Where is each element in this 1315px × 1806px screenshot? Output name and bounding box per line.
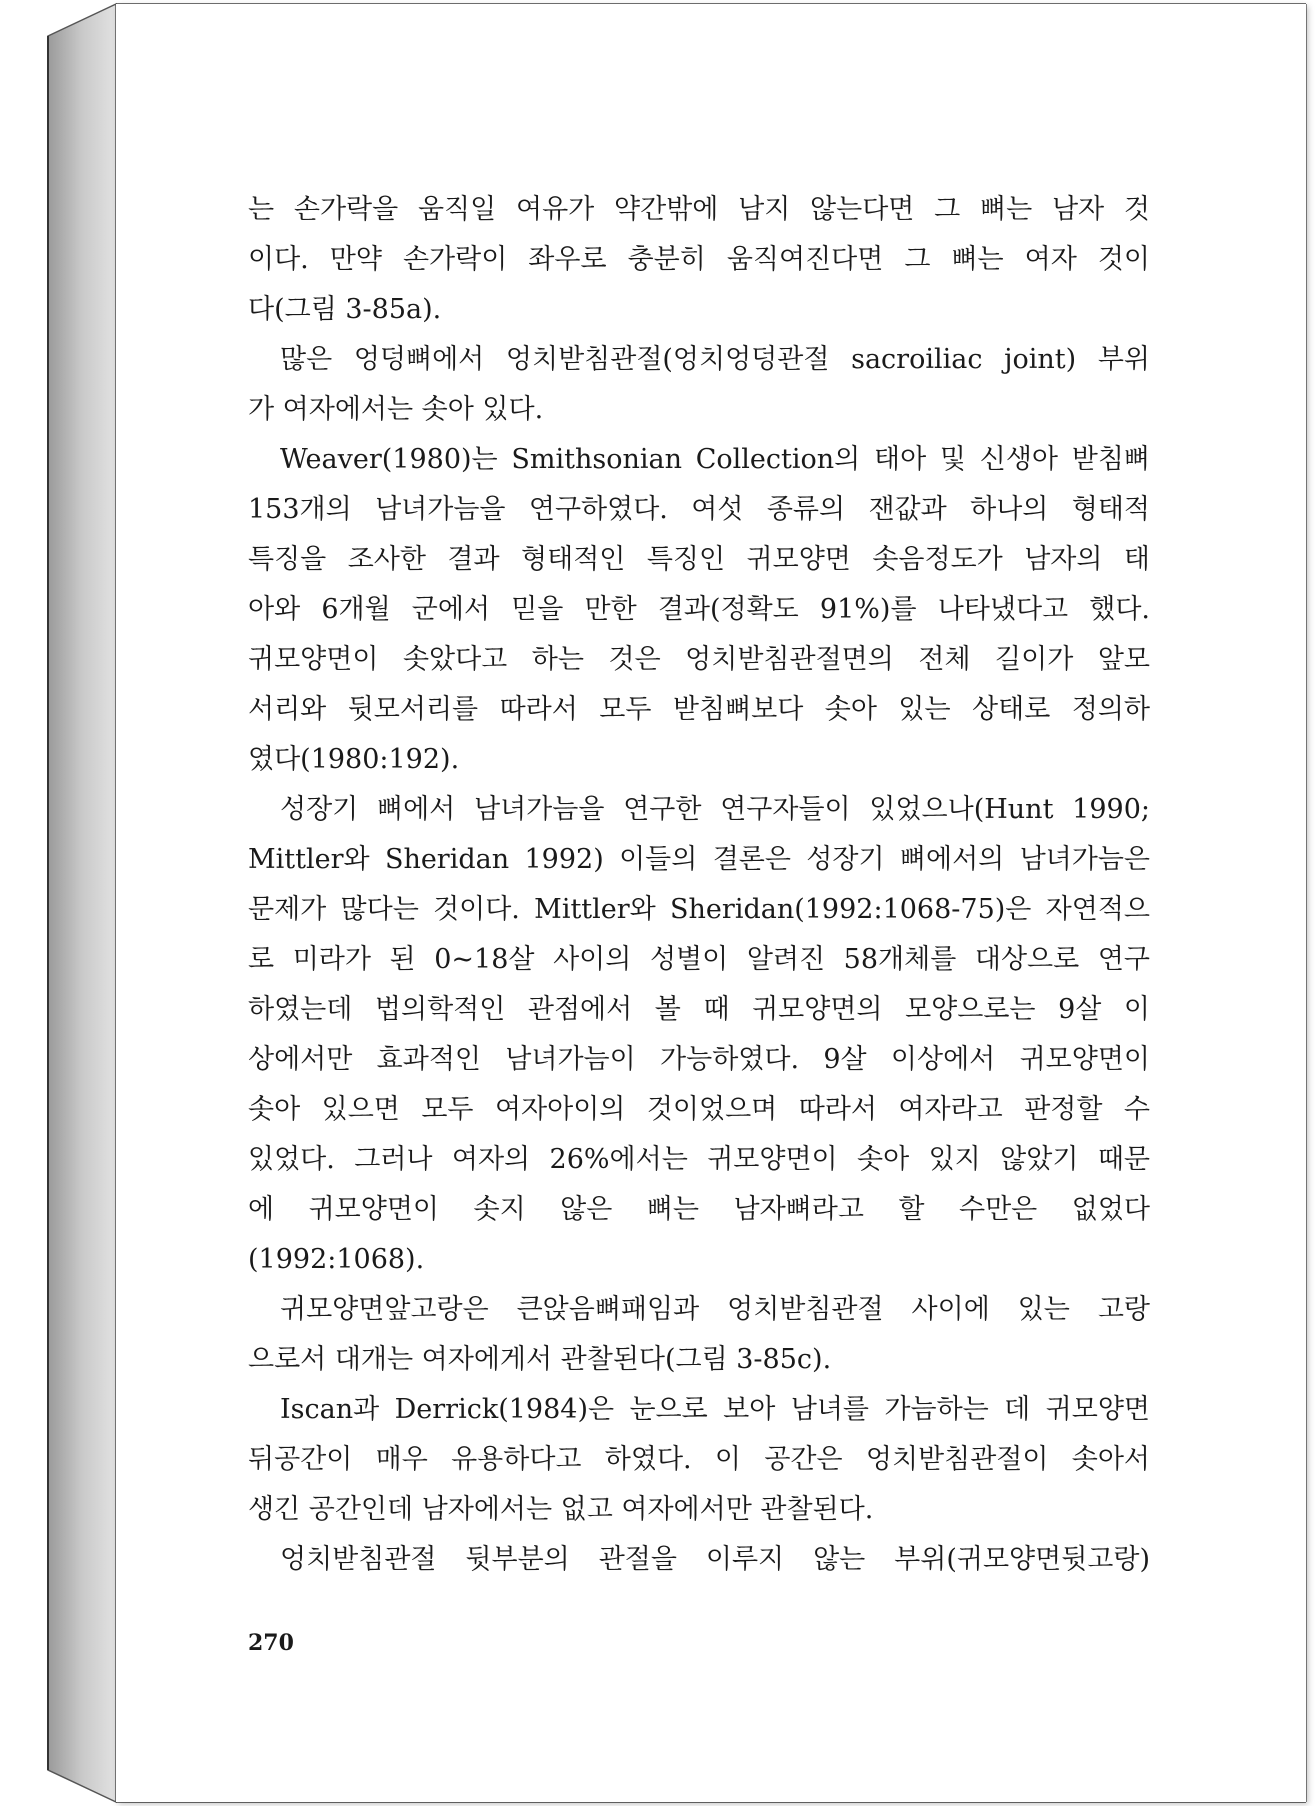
paragraph	[248, 1385, 1150, 1535]
text-line: 특징을 조사한 결과 형태적인 특징인 귀모양면 솟음정도가 남자의 태	[248, 544, 1150, 575]
text-line: 엉치받침관절 뒷부분의 관절을 이루지 않는 부위(귀모양면뒷고랑)	[280, 1544, 1150, 1575]
text-line: 생긴 공간인데 남자에서는 없고 여자에서만 관찰된다.	[248, 1494, 874, 1525]
text-line: 귀모양면앞고랑은 큰앉음뼈패임과 엉치받침관절 사이에 있는 고랑	[280, 1294, 1150, 1325]
text-line: 문제가 많다는 것이다. Mittler와 Sheridan(1992:1068-75)은 자연적으	[248, 894, 1150, 925]
text-line: 다(그림 3-85a).	[248, 294, 442, 325]
text-line: 성장기 뼈에서 남녀가늠을 연구한 연구자들이 있었으나(Hunt 1990;	[280, 794, 1150, 825]
paragraph	[248, 785, 1150, 1285]
text-line: 있었다. 그러나 여자의 26%에서는 귀모양면이 솟아 있지 않았기 때문	[248, 1144, 1150, 1175]
text-line: Iscan과 Derrick(1984)은 눈으로 보아 남녀를 가늠하는 데 귀모양면	[280, 1394, 1150, 1425]
page-number: 270	[248, 1630, 294, 1656]
text-line: 였다(1980:192).	[248, 744, 460, 775]
text-line: 솟아 있으면 모두 여자아이의 것이었으며 따라서 여자라고 판정할 수	[248, 1094, 1150, 1125]
text-line: 에 귀모양면이 솟지 않은 뼈는 남자뼈라고 할 수만은 없었다	[248, 1194, 1150, 1225]
text-line: 으로서 대개는 여자에게서 관찰된다(그림 3-85c).	[248, 1344, 832, 1375]
text-line: 많은 엉덩뼈에서 엉치받침관절(엉치엉덩관절 sacroiliac joint) 부위	[280, 344, 1150, 375]
text-line: 귀모양면이 솟았다고 하는 것은 엉치받침관절면의 전체 길이가 앞모	[248, 644, 1150, 675]
text-line: 서리와 뒷모서리를 따라서 모두 받침뼈보다 솟아 있는 상태로 정의하	[248, 694, 1150, 725]
text-line: Mittler와 Sheridan 1992) 이들의 결론은 성장기 뼈에서의 남녀가늠은	[248, 844, 1150, 875]
text-line: 153개의 남녀가늠을 연구하였다. 여섯 종류의 잰값과 하나의 형태적	[248, 494, 1150, 525]
paragraph	[248, 335, 1150, 435]
text-line: 로 미라가 된 0~18살 사이의 성별이 알려진 58개체를 대상으로 연구	[248, 944, 1150, 975]
paragraph	[248, 1535, 1150, 1585]
text-line: 뒤공간이 매우 유용하다고 하였다. 이 공간은 엉치받침관절이 솟아서	[248, 1444, 1150, 1475]
text-line: (1992:1068).	[248, 1244, 425, 1275]
text-line: 는 손가락을 움직일 여유가 약간밖에 남지 않는다면 그 뼈는 남자 것	[248, 194, 1150, 225]
text-line: 아와 6개월 군에서 믿을 만한 결과(정확도 91%)를 나타냈다고 했다.	[248, 594, 1150, 625]
text-line: 상에서만 효과적인 남녀가늠이 가능하였다. 9살 이상에서 귀모양면이	[248, 1044, 1150, 1075]
text-line: Weaver(1980)는 Smithsonian Collection의 태아 및 신생아 받침뼈	[280, 444, 1150, 475]
paragraph	[248, 1285, 1150, 1385]
body-text	[248, 185, 1150, 1585]
paragraph	[248, 185, 1150, 335]
text-line: 가 여자에서는 솟아 있다.	[248, 394, 544, 425]
text-line: 이다. 만약 손가락이 좌우로 충분히 움직여진다면 그 뼈는 여자 것이	[248, 244, 1150, 275]
paragraph	[248, 435, 1150, 785]
text-line: 하였는데 법의학적인 관점에서 볼 때 귀모양면의 모양으로는 9살 이	[248, 994, 1150, 1025]
